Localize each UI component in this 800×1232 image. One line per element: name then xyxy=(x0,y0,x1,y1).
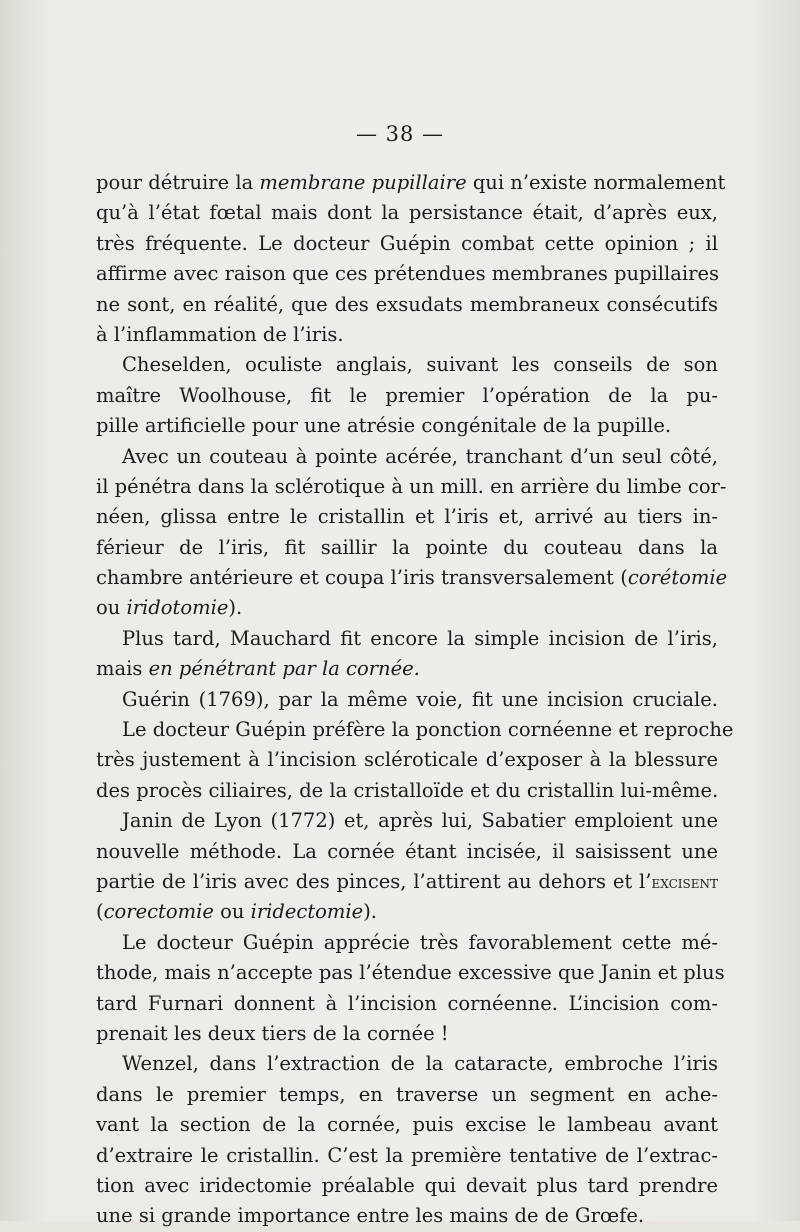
italic-text: corétomie xyxy=(627,566,728,590)
text-line xyxy=(96,168,726,198)
text-line xyxy=(96,1201,718,1231)
italic-text: iridectomie xyxy=(250,900,364,924)
italic-text: en pénétrant par la cornée. xyxy=(148,657,420,681)
text-line xyxy=(96,715,734,745)
text-line xyxy=(96,1141,718,1171)
text-segment: vant la section de la cornée, puis excise le lambeau avant xyxy=(96,1113,718,1137)
text-segment: Le docteur Guépin apprécie très favorablement cette mé- xyxy=(122,930,718,954)
text-segment: d’extraire le cristallin. C’est la première tentative de l’extrac- xyxy=(96,1143,718,1167)
text-line xyxy=(96,1049,718,1079)
text-segment: nouvelle méthode. La cornée étant incisée, il saisissent une xyxy=(96,839,718,863)
text-segment: Cheselden, oculiste anglais, suivant les conseils de son xyxy=(122,353,718,377)
text-line xyxy=(96,1110,718,1140)
text-segment: ). xyxy=(363,900,378,924)
text-line xyxy=(96,776,718,806)
text-segment: ou xyxy=(213,900,251,924)
text-segment: affirme avec raison que ces prétendues membranes pupillaires xyxy=(96,262,719,286)
text-line xyxy=(96,320,718,350)
text-line xyxy=(96,685,718,715)
text-segment: très fréquente. Le docteur Guépin combat cette opinion ; il xyxy=(96,231,718,255)
text-segment: qui n’existe normalement xyxy=(466,171,726,194)
text-segment: à l’inflammation de l’iris. xyxy=(96,322,344,346)
text-segment: ( xyxy=(96,900,104,924)
text-segment: thode, mais n’accepte pas l’étendue excessive que Janin et plus xyxy=(96,961,725,985)
text-segment: férieur de l’iris, fit saillir la pointe du couteau dans la xyxy=(96,535,718,559)
text-segment: partie de l’iris avec des pinces, l’attirent au dehors et l’ xyxy=(96,869,652,893)
text-line xyxy=(96,381,718,411)
text-line xyxy=(96,624,718,654)
text-line xyxy=(96,837,718,867)
text-segment: néen, glissa entre le cristallin et l’iris et, arrivé au tiers in- xyxy=(96,505,718,529)
text-segment: dans le premier temps, en traverse un segment en ache- xyxy=(96,1082,718,1106)
text-line xyxy=(96,897,718,927)
text-line xyxy=(96,867,718,897)
text-line xyxy=(96,472,727,502)
italic-text: corectomie xyxy=(103,900,214,924)
text-line xyxy=(96,593,718,623)
text-line xyxy=(96,290,718,320)
text-line xyxy=(96,502,718,532)
text-line xyxy=(96,928,718,958)
text-segment: mais xyxy=(96,657,149,681)
text-segment: prenait les deux tiers de la cornée ! xyxy=(96,1021,449,1045)
text-line xyxy=(96,745,718,775)
text-segment: qu’à l’état fœtal mais dont la persistance était, d’après eux, xyxy=(96,201,718,225)
text-segment: chambre antérieure et coupa l’iris transversalement ( xyxy=(96,566,628,590)
text-line xyxy=(96,442,718,472)
text-line xyxy=(96,350,718,380)
text-line xyxy=(96,1019,718,1049)
text-line xyxy=(96,806,718,836)
text-line xyxy=(96,1171,718,1201)
text-segment: des procès ciliaires, de la cristalloïde et du cristallin lui-même. xyxy=(96,778,719,802)
text-segment: Avec un couteau à pointe acérée, tranchant d’un seul côté, xyxy=(122,444,718,468)
text-line xyxy=(96,198,718,228)
text-segment: Janin de Lyon (1772) et, après lui, Sabatier emploient une xyxy=(122,809,718,833)
text-segment: tard Furnari donnent à l’incision cornéenne. L’incision com- xyxy=(96,991,718,1015)
text-segment: très justement à l’incision scléroticale d’exposer à la blessure xyxy=(96,748,718,772)
text-line xyxy=(96,229,718,259)
text-segment: ou xyxy=(96,596,127,620)
text-line xyxy=(96,563,728,593)
text-line xyxy=(96,1080,718,1110)
italic-text: membrane pupillaire xyxy=(259,171,467,194)
text-segment: maître Woolhouse, fit le premier l’opération de la pu- xyxy=(96,383,718,407)
smallcaps-text: excisent xyxy=(651,872,718,893)
italic-text: iridotomie xyxy=(126,596,229,620)
text-segment: pour détruire la xyxy=(96,171,260,194)
page-number: — 38 — xyxy=(355,122,445,146)
text-segment: Le docteur Guépin préfère la ponction cornéenne et reproche xyxy=(122,718,734,742)
text-segment: pille artificielle pour une atrésie congénitale de la pupille. xyxy=(96,414,672,438)
text-line xyxy=(96,654,718,684)
text-segment: ). xyxy=(228,596,243,620)
text-segment: il pénétra dans la sclérotique à un mill. en arrière du limbe cor- xyxy=(96,474,727,498)
text-line xyxy=(96,259,718,289)
body-text xyxy=(96,168,734,1232)
text-segment: Plus tard, Mauchard fit encore la simple incision de l’iris, xyxy=(122,626,718,650)
text-segment: une si grande importance entre les mains de de Grœfe. xyxy=(96,1204,645,1228)
text-line xyxy=(96,958,725,988)
text-line xyxy=(96,533,718,563)
text-line xyxy=(96,411,718,441)
text-line xyxy=(96,989,718,1019)
text-segment: tion avec iridectomie préalable qui devait plus tard prendre xyxy=(96,1173,718,1197)
text-segment: Wenzel, dans l’extraction de la cataracte, embroche l’iris xyxy=(122,1052,718,1076)
text-segment: Guérin (1769), par la même voie, fit une incision cruciale. xyxy=(122,687,718,711)
text-segment: ne sont, en réalité, que des exsudats membraneux consécutifs xyxy=(96,292,718,316)
